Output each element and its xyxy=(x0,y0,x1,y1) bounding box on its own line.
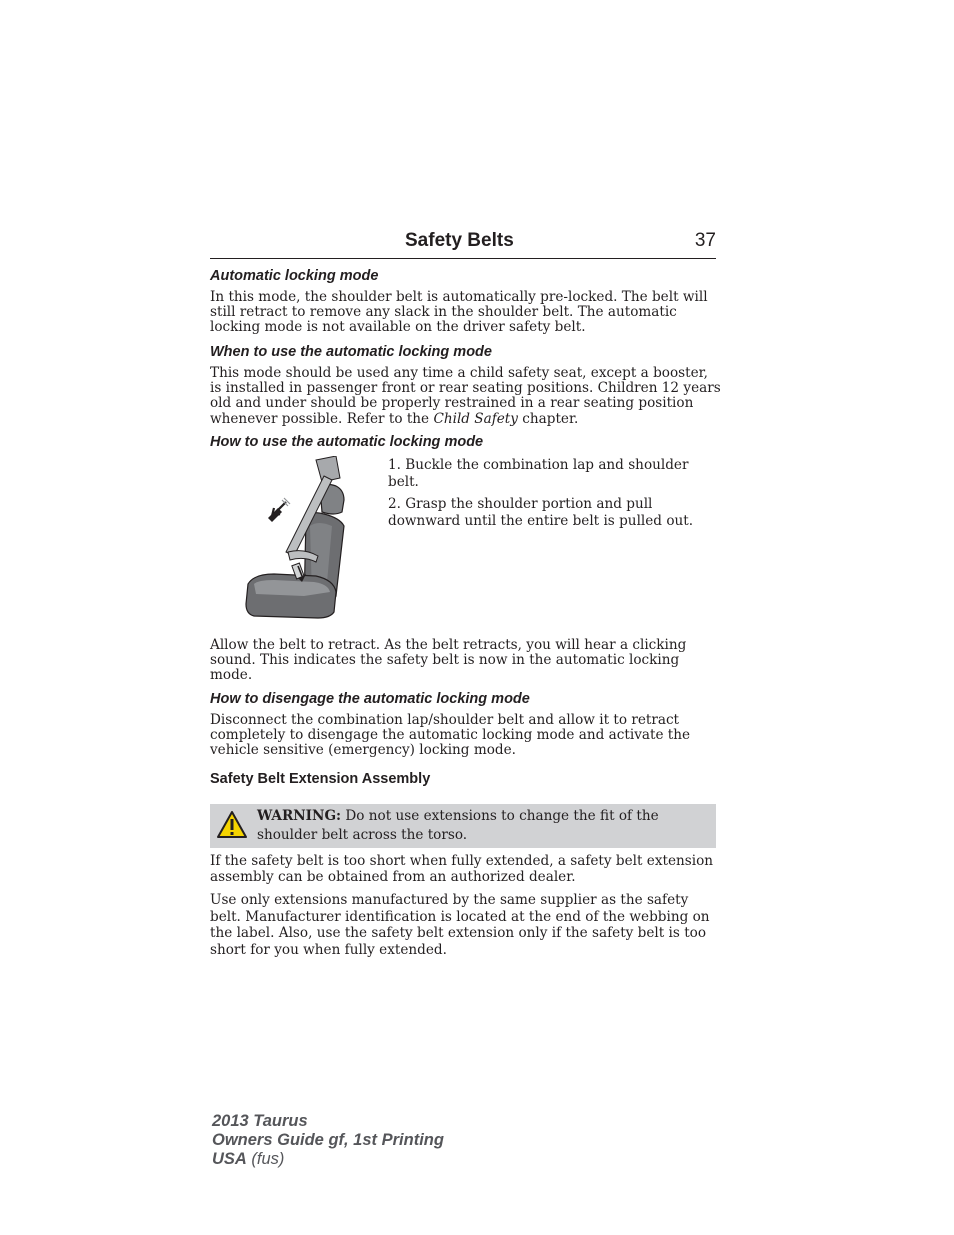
step-2 xyxy=(388,496,708,529)
text-line: sound. This indicates the safety belt is now in the automatic locking xyxy=(210,652,680,669)
text-line: mode. xyxy=(210,667,253,684)
text-line: old and under should be properly restrained in a rear seating position xyxy=(210,395,694,412)
heading-automatic-locking-mode: Automatic locking mode xyxy=(210,268,379,284)
warning-box xyxy=(210,804,716,848)
text-line: shoulder belt across the torso. xyxy=(257,827,468,843)
text-line: the label. Also, use the safety belt extension only if the safety belt is too xyxy=(210,925,707,941)
text-line: Allow the belt to retract. As the belt retracts, you will hear a clicking xyxy=(210,637,687,653)
text-line: assembly can be obtained from an authorized dealer. xyxy=(210,869,576,885)
text-line: 2. Grasp the shoulder portion and pull xyxy=(388,496,653,512)
text-line xyxy=(210,412,716,427)
footer-line: 2013 Taurus xyxy=(212,1112,308,1130)
text-line: This mode should be used any time a child safety seat, except a booster, xyxy=(210,365,708,381)
heading-when-to-use: When to use the automatic locking mode xyxy=(210,344,492,360)
chapter-reference: Child Safety xyxy=(433,410,518,427)
text-line: belt. Manufacturer identification is located at the end of the webbing on xyxy=(210,908,710,925)
warning-triangle-icon xyxy=(216,810,248,840)
text-run: whenever possible. Refer to the xyxy=(210,410,434,427)
footer-region: USA xyxy=(212,1150,247,1168)
paragraph-allow-retract xyxy=(210,638,716,684)
text-line: locking mode is not available on the driver safety belt. xyxy=(210,319,586,336)
text-run: chapter. xyxy=(517,410,579,427)
paragraph-extension-2 xyxy=(210,892,716,958)
heading-disengage: How to disengage the automatic locking mode xyxy=(210,691,530,707)
page-title: Safety Belts xyxy=(405,230,514,251)
text-line: is installed in passenger front or rear seating positions. Children 12 years xyxy=(210,380,721,397)
warning-label: WARNING: xyxy=(257,808,342,824)
footer-line xyxy=(212,1150,444,1169)
heading-extension-assembly: Safety Belt Extension Assembly xyxy=(210,771,431,787)
paragraph-automatic-locking-mode xyxy=(210,290,716,336)
text-line: completely to disengage the automatic locking mode and activate the xyxy=(210,727,691,744)
heading-how-to-use: How to use the automatic locking mode xyxy=(210,434,484,450)
text-line: still retract to remove any slack in the shoulder belt. The automatic xyxy=(210,304,677,321)
paragraph-when-to-use xyxy=(210,365,721,427)
warning-text xyxy=(257,807,659,845)
text-line: short for you when fully extended. xyxy=(210,941,447,958)
text-line xyxy=(257,807,659,826)
page-header xyxy=(210,230,716,259)
text-line: In this mode, the shoulder belt is automatically pre-locked. The belt will xyxy=(210,289,708,305)
seat-belt-illustration xyxy=(244,456,352,620)
text-line: 1. Buckle the combination lap and shoulder xyxy=(388,457,689,473)
footer-line: Owners Guide gf, 1st Printing xyxy=(212,1131,444,1149)
text-line: belt. xyxy=(388,473,419,490)
page-footer xyxy=(212,1112,444,1169)
text-line: vehicle sensitive (emergency) locking mode. xyxy=(210,742,516,759)
text-line: Disconnect the combination lap/shoulder belt and allow it to retract xyxy=(210,712,680,728)
step-1 xyxy=(388,457,708,490)
paragraph-disengage xyxy=(210,713,716,759)
footer-code: (fus) xyxy=(246,1150,285,1168)
paragraph-extension-1 xyxy=(210,853,716,885)
text-line: If the safety belt is too short when fully extended, a safety belt extension xyxy=(210,853,714,869)
text-line: Use only extensions manufactured by the same supplier as the safety xyxy=(210,892,689,908)
text-line: downward until the entire belt is pulled out. xyxy=(388,512,694,529)
text-run: Do not use extensions to change the fit of the xyxy=(341,808,659,824)
page-number: 37 xyxy=(694,230,716,251)
